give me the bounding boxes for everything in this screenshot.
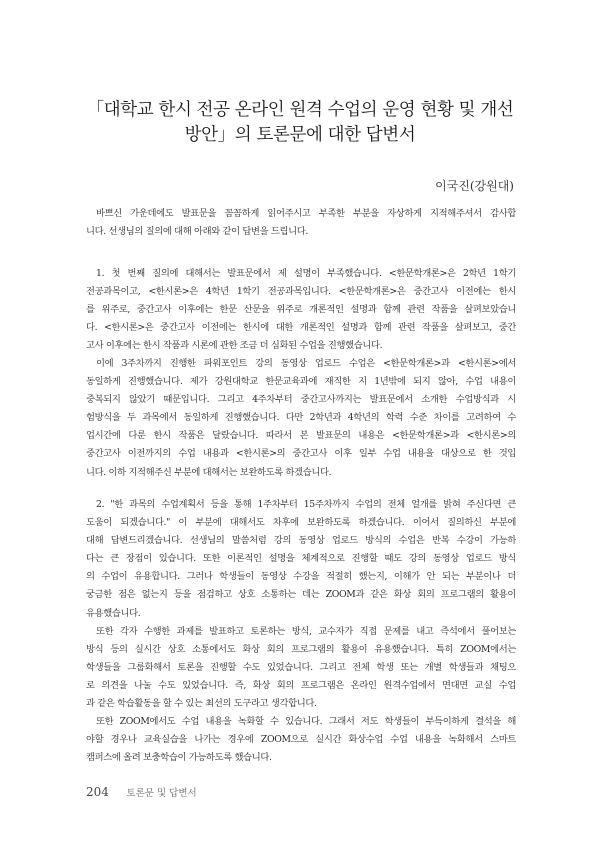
text-line: 험방식을 두 과목에서 동일하게 진행했습니다. 다만 2학년과 4학년의 학력 수준 차이를 고려하여 수 bbox=[86, 412, 516, 424]
document-title bbox=[60, 98, 540, 148]
text-line: 니다. 선생님의 질의에 대해 아래와 같이 답변을 드립니다. bbox=[86, 226, 308, 238]
answer-1-continued-paragraph bbox=[86, 355, 516, 482]
title-line-1: 「대학교 한시 전공 온라인 원격 수업의 운영 현황 및 개선 bbox=[86, 100, 514, 120]
text-line: 중복되지 않았기 때문입니다. 그리고 4주차부터 중간고사까지는 발표문에서 소개한 수업방식과 시 bbox=[86, 394, 516, 406]
text-line: 다. <한시론>은 중간고사 이전에는 한시에 대한 개론적인 설명과 함께 관련 작품을 살펴보고, 중간 bbox=[86, 322, 516, 334]
text-line: 또한 ZOOM에서도 수업 내용을 녹화할 수 있습니다. 그래서 저도 학생들이 부득이하게 결석을 해 bbox=[96, 716, 516, 727]
answer-2-paragraph bbox=[86, 496, 516, 623]
answer-2-final-paragraph bbox=[86, 713, 516, 767]
text-line: 다는 큰 장점이 있습니다. 또한 이론적인 설명을 체계적으로 진행할 때도 강의 동영상 업로드 방식 bbox=[86, 553, 516, 565]
answer-2-continued-paragraph bbox=[86, 623, 516, 713]
text-line: 의 수업이 유용합니다. 그러나 학생들이 동영상 수강을 적절히 했는지, 이해가 안 되는 부분이나 더 bbox=[86, 571, 516, 583]
text-line: 전공과목이고, <한시론>은 4학년 1학기 전공과목입니다. <한문학개론>은 중간고사 이전에는 한시 bbox=[86, 286, 516, 298]
text-line: 2. "한 과목의 수업계획서 등을 통해 1주차부터 15주차까지 수업의 전체 얼개를 밝혀 주신다면 큰 bbox=[96, 499, 516, 510]
title-line-2: 방안」의 토론문에 대한 답변서 bbox=[184, 125, 416, 145]
page-number: 204 bbox=[86, 785, 109, 799]
text-line: 바쁘신 가운데에도 발표문을 꼼꼼하게 읽어주시고 부족한 부분을 자상하게 지적해주셔서 감사합 bbox=[96, 208, 516, 219]
text-line: 이에 3주차까지 진행한 파워포인트 강의 동영상 업로드 수업은 <한문학개론>과 <한시론>에서 bbox=[96, 358, 516, 369]
text-line: 과 같은 학습활동을 할 수 있는 최선의 도구라고 생각합니다. bbox=[86, 698, 317, 710]
text-line: 동일하게 진행했습니다. 제가 강원대학교 한문교육과에 재직한 지 1년밖에 되지 않아, 수업 내용이 bbox=[86, 376, 516, 388]
text-line: 1. 첫 번째 질의에 대해서는 발표문에서 제 설명이 부족했습니다. <한문학개론>은 2학년 1학기 bbox=[96, 268, 516, 279]
text-line: 를 위주로, 중간고사 이후에는 한문 산문을 위주로 개론적인 설명과 함께 관련 작품을 살펴보았습니 bbox=[86, 304, 516, 316]
text-line: 방식 등의 실시간 상호 소통에서도 화상 회의 프로그램의 활용이 유용했습니다. 특히 ZOOM에서는 bbox=[86, 644, 516, 656]
running-title: 토론문 및 답변서 bbox=[126, 788, 197, 799]
text-line: 유용했습니다. bbox=[86, 607, 141, 619]
text-line: 궁금한 점은 없는지 등을 점검하고 상호 소통하는 데는 ZOOM과 같은 화상 회의 프로그램의 활용이 bbox=[86, 589, 516, 601]
text-line: 캠퍼스에 올려 보충학습이 가능하도록 했습니다. bbox=[86, 752, 272, 764]
text-line: 학생들을 그룹화해서 토론을 진행할 수도 있었습니다. 그리고 전체 학생 또는 개별 학생들과 채팅으 bbox=[86, 662, 516, 674]
text-line: 고사 이후에는 한시 작품과 시론에 관한 조금 더 심화된 수업을 진행했습니다. bbox=[86, 340, 383, 352]
answer-1-paragraph bbox=[86, 265, 516, 355]
text-line: 대해 답변드리겠습니다. 선생님의 말씀처럼 강의 동영상 업로드 방식의 수업은 반복 수강이 가능하 bbox=[86, 535, 516, 547]
intro-paragraph bbox=[86, 205, 516, 241]
text-line: 업시간에 다룬 한시 작품은 달랐습니다. 따라서 본 발표문의 내용은 <한문학개론>과 <한시론>의 bbox=[86, 430, 516, 442]
text-line: 또한 각자 수행한 과제를 발표하고 토론하는 방식, 교수자가 직접 문제를 내고 즉석에서 풀어보는 bbox=[96, 626, 516, 637]
text-line: 야할 경우나 교육실습을 나가는 경우에 ZOOM으로 실시간 화상수업 수업 내용을 녹화해서 스마트 bbox=[86, 734, 516, 746]
page-footer bbox=[86, 785, 197, 799]
text-line: 니다. 이하 지적해주신 부분에 대해서는 보완하도록 하겠습니다. bbox=[86, 466, 332, 478]
text-line: 로 의견을 나눌 수도 있었습니다. 즉, 화상 회의 프로그램은 온라인 원격수업에서 면대면 교실 수업 bbox=[86, 680, 516, 692]
text-line: 도움이 되겠습니다." 이 부분에 대해서도 차후에 보완하도록 하겠습니다. 이어서 질의하신 부분에 bbox=[86, 517, 516, 529]
text-line: 중간고사 이전까지의 수업 내용과 <한시론>의 중간고사 이후 일부 수업 내용을 대상으로 한 것입 bbox=[86, 448, 516, 460]
author-name: 이국진(강원대) bbox=[435, 179, 514, 193]
